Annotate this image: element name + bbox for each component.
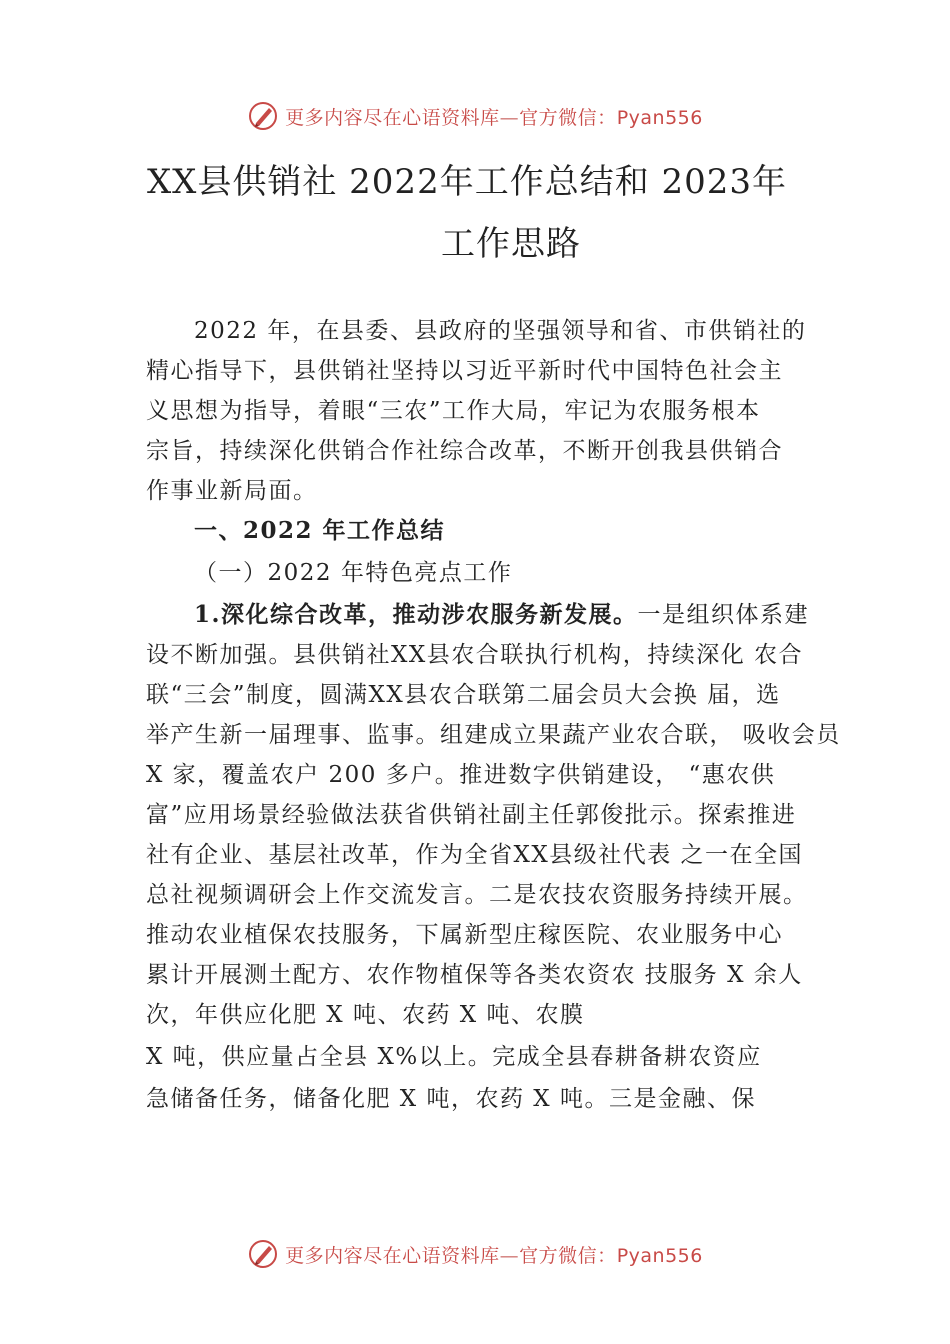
item-line: X 吨，供应量占全县 X%以上。完成全县春耕备耕农资应 (146, 1044, 762, 1070)
intro-line: 宗旨，持续深化供销合作社综合改革，不断开创我县供销合 (146, 438, 783, 464)
intro-line: 精心指导下，县供销社坚持以习近平新时代中国特色社会主 (146, 358, 783, 384)
watermark-text: 更多内容尽在心语资料库—官方微信：Pyan556 (285, 1244, 703, 1267)
item-title: 1.深化综合改革，推动涉农服务新发展。 (194, 601, 638, 628)
item-line: 联“三会”制度，圆满XX县农合联第二届会员大会换 届，选 (146, 682, 781, 708)
item-line: X 家，覆盖农户 200 多户。推进数字供销建设， “惠农供 (146, 762, 776, 788)
pen-logo-icon (247, 100, 279, 132)
item-line: 总社视频调研会上作交流发言。二是农技农资服务持续开展。 (146, 882, 808, 908)
watermark-text: 更多内容尽在心语资料库—官方微信：Pyan556 (285, 106, 703, 129)
item-line: 举产生新一届理事、监事。组建成立果蔬产业农合联， 吸收会员 (146, 722, 841, 748)
intro-line: 2022 年，在县委、县政府的坚强领导和省、市供销社的 (194, 318, 807, 344)
item-line: 富”应用场景经验做法获省供销社副主任郭俊批示。探索推进 (146, 802, 797, 828)
watermark-bottom (0, 1234, 950, 1274)
page-title-line-1: XX县供销社 2022年工作总结和 2023年 (146, 162, 788, 202)
item-line: 累计开展测土配方、农作物植保等各类农资农 技服务 X 余人 (146, 962, 803, 988)
intro-line: 义思想为指导，着眼“三农”工作大局，牢记为农服务根本 (146, 398, 761, 424)
subsection-heading: （一）2022 年特色亮点工作 (194, 560, 513, 586)
item-line: 次，年供应化肥 X 吨、农药 X 吨、农膜 (146, 1002, 585, 1028)
item-line: 急储备任务，储备化肥 X 吨，农药 X 吨。三是金融、保 (146, 1086, 756, 1112)
item-line: 设不断加强。县供销社XX县农合联执行机构，持续深化 农合 (146, 642, 804, 668)
item-line (194, 600, 834, 630)
item-text: 一是组织体系建 (637, 602, 810, 628)
pen-logo-icon (247, 1238, 279, 1270)
intro-line: 作事业新局面。 (146, 478, 318, 504)
item-line: 社有企业、基层社改革，作为全省XX县级社代表 之一在全国 (146, 842, 804, 868)
item-line: 推动农业植保农技服务，下属新型庄稼医院、农业服务中心 (146, 922, 783, 948)
page-title-line-2: 工作思路 (441, 224, 581, 264)
watermark-top (0, 96, 950, 136)
section-heading: 一、2022 年工作总结 (194, 517, 446, 544)
